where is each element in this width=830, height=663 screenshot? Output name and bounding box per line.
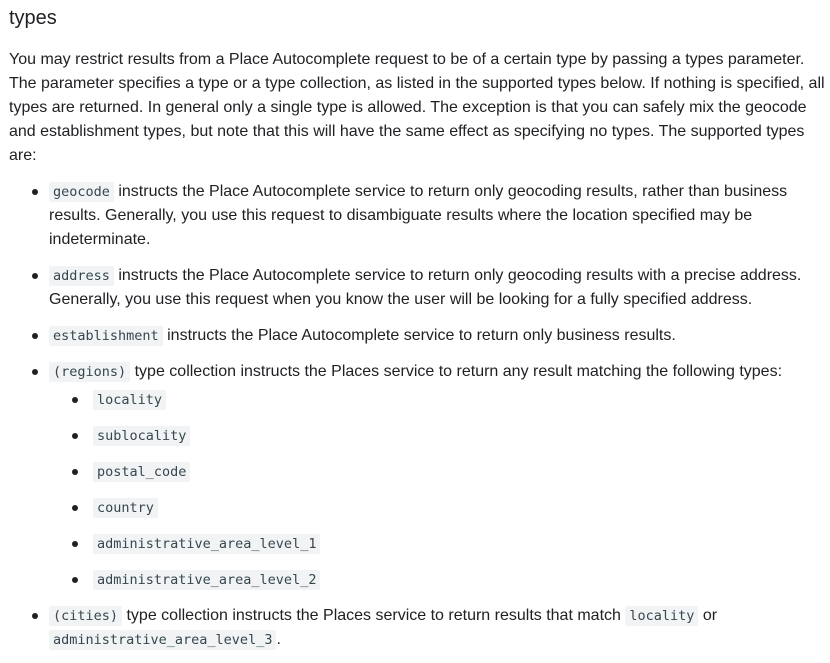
code-establishment: establishment: [49, 326, 163, 346]
code-subtype: country: [93, 498, 158, 518]
bullet-icon: [72, 469, 78, 475]
bullet-icon: [72, 433, 78, 439]
intro-paragraph: You may restrict results from a Place Autocomplete request to be of a certain type by passing a types parameter. The parameter specifies a type or a type collection, as listed in the supported types below. If nothing is specified, all types are returned. In general only a single type is allowed. The exception is that you can safely mix the geocode and establishment types, but note that this will have the same effect as specifying no types. The supported types are:: [9, 51, 825, 164]
regions-subtypes-list: [49, 388, 826, 592]
establishment-description: instructs the Place Autocomplete service to return only business results.: [162, 327, 676, 344]
supported-types-list: [9, 180, 830, 652]
address-description: instructs the Place Autocomplete service to return only geocoding results with a precise address. Generally, you use this request when you know the user will be looking for a fully specified address.: [49, 267, 802, 308]
bullet-icon: [72, 577, 78, 583]
bullet-icon: [32, 369, 38, 375]
code-subtype: postal_code: [93, 462, 190, 482]
regions-description: type collection instructs the Places service to return any result matching the following types:: [130, 363, 783, 380]
list-item-establishment: [9, 324, 826, 348]
code-cities: (cities): [49, 606, 122, 626]
cities-or: or: [698, 607, 718, 624]
subtype-item: [49, 388, 826, 412]
subtype-item: [49, 532, 826, 556]
list-item-cities: [9, 604, 826, 652]
code-geocode: geocode: [49, 182, 114, 202]
code-address: address: [49, 266, 114, 286]
bullet-icon: [32, 273, 38, 279]
code-subtype: sublocality: [93, 426, 190, 446]
bullet-icon: [72, 397, 78, 403]
list-item-address: [9, 264, 826, 312]
code-subtype: administrative_area_level_1: [93, 534, 320, 554]
code-locality: locality: [625, 606, 698, 626]
subtype-item: [49, 460, 826, 484]
cities-period: .: [276, 631, 281, 648]
code-subtype: locality: [93, 390, 166, 410]
subtype-item: [49, 424, 826, 448]
cities-description: type collection instructs the Places service to return results that match: [122, 607, 626, 624]
subtype-item: [49, 568, 826, 592]
list-item-regions: [9, 360, 826, 592]
code-regions: (regions): [49, 362, 130, 382]
bullet-icon: [72, 505, 78, 511]
bullet-icon: [32, 333, 38, 339]
code-subtype: administrative_area_level_2: [93, 570, 320, 590]
code-admin-level-3: administrative_area_level_3: [49, 630, 276, 650]
subtype-item: [49, 496, 826, 520]
list-item-geocode: [9, 180, 826, 252]
section-heading: types: [9, 7, 57, 29]
bullet-icon: [72, 541, 78, 547]
geocode-description: instructs the Place Autocomplete service to return only geocoding results, rather than business results. Generally, you use this request to disambiguate results where the location specified may be indeterminate.: [49, 183, 788, 248]
bullet-icon: [32, 189, 38, 195]
bullet-icon: [32, 613, 38, 619]
